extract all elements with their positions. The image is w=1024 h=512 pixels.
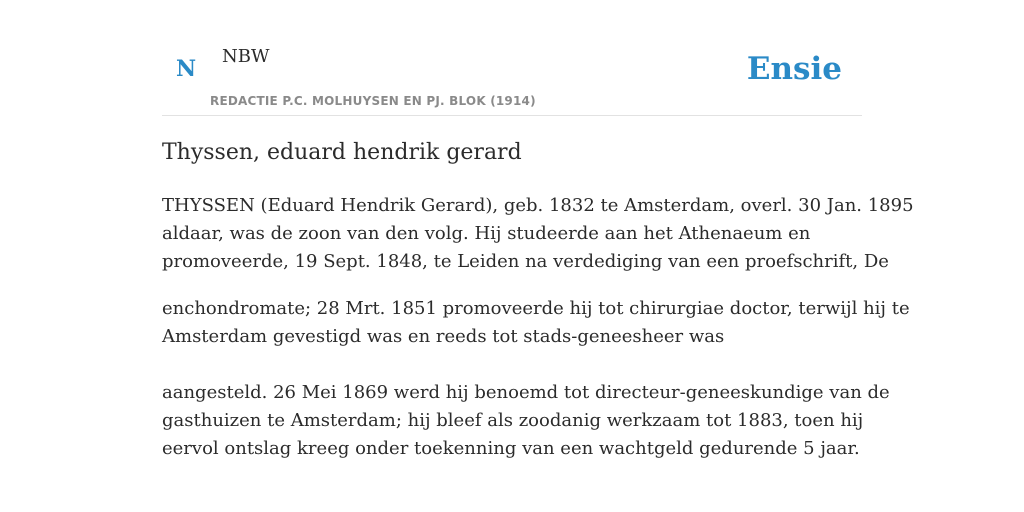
- text-line: promoveerde, 19 Sept. 1848, te Leiden na verdediging van een proefschrift, De: [162, 251, 889, 272]
- text-line: aldaar, was de zoon van den volg. Hij studeerde aan het Athenaeum en: [162, 223, 811, 244]
- text-line: Amsterdam gevestigd was en reeds tot stads-geneesheer was: [162, 326, 725, 347]
- entry-title: Thyssen, eduard hendrik gerard: [162, 140, 522, 165]
- header-divider: [162, 115, 862, 116]
- text-line: aangesteld. 26 Mei 1869 werd hij benoemd tot directeur-geneeskundige van de: [162, 382, 890, 403]
- brand-logo[interactable]: Ensie: [746, 51, 842, 87]
- text-line: THYSSEN (Eduard Hendrik Gerard), geb. 1832 te Amsterdam, overl. 30 Jan. 1895: [162, 195, 914, 216]
- entry-paragraph-3: [162, 379, 890, 463]
- text-line: gasthuizen te Amsterdam; hij bleef als zoodanig werkzaam tot 1883, toen hij: [162, 410, 864, 431]
- source-title: NBW: [222, 46, 270, 67]
- text-line: enchondromate; 28 Mrt. 1851 promoveerde hij tot chirurgiae doctor, terwijl hij te: [162, 298, 910, 319]
- entry-paragraph-1: [162, 192, 914, 276]
- source-logo-n: N: [176, 56, 197, 82]
- text-line: eervol ontslag kreeg onder toekenning van een wachtgeld gedurende 5 jaar.: [162, 438, 860, 459]
- entry-paragraph-2: [162, 295, 910, 351]
- source-editors: REDACTIE P.C. MOLHUYSEN EN PJ. BLOK (1914): [210, 94, 536, 108]
